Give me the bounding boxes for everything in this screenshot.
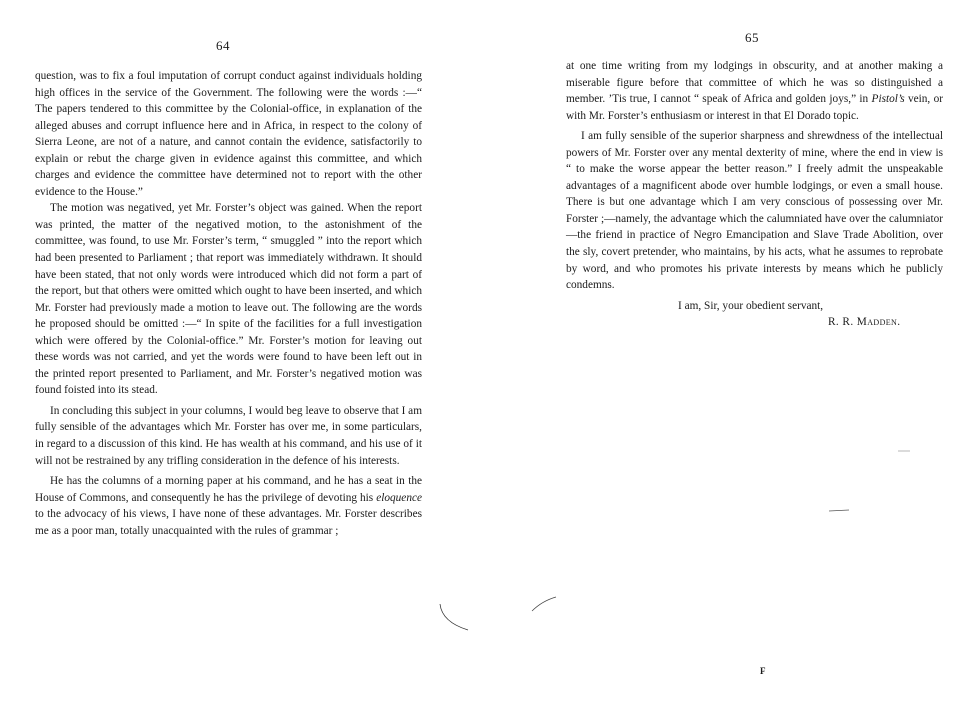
signature: R. R. Madden. [828, 316, 901, 329]
text-run: vein, or with Mr. Forster’s enthusiasm or interest in that El Dorado topic. [566, 93, 943, 122]
pen-stroke-mark [896, 448, 912, 454]
signature-mark: F [760, 666, 766, 676]
paragraph: The motion was negatived, yet Mr. Forster’s object was gained. When the report was printed, the matter of the negatived motion, to the astonishment of the committee, was found, to use Mr. Forster’s term, “ smuggled ” into the report which had been presented to Parliament ; that report was immediately withdrawn. It should have been stated, that not only words were introduced which did not form a part of the report, but that others were omitted which ought to have been inserted, and which Mr. Forster had previously made a motion to leave out. The following are the words he proposed should be omitted :—“ In spite of the facilities for a full investigation which were offered by the Colonial-office.” Mr. Forster’s motion for leaving out these words was not carried, and yet the words were found to have been left out in the printed report presented to Parliament, and Mr. Forster’s negatived motion was found foisted into its stead. [35, 202, 422, 397]
paragraph [35, 473, 422, 539]
text-run: to the advocacy of his views, I have none of these advantages. Mr. Forster describes me as a poor man, totally unacquainted with the rules of grammar ; [35, 508, 422, 537]
pen-stroke-mark [530, 595, 560, 615]
pen-stroke-mark [432, 600, 472, 640]
paragraph: In concluding this subject in your columns, I would beg leave to observe that I am fully sensible of the advantages which Mr. Forster has over me, in some particulars, in regard to a discussion of this kind. He has wealth at his command, and his use of it will not be restrained by any trifling consideration in the defence of his interests. [35, 404, 422, 467]
pen-stroke-mark [825, 506, 855, 516]
page-number-64: 64 [216, 38, 230, 53]
page-number-65: 65 [745, 30, 759, 45]
emphasis-text: Pistol’s [871, 93, 905, 106]
right-page [500, 0, 980, 706]
left-page-body [35, 68, 422, 539]
paragraph [566, 58, 943, 124]
text-run: He has the columns of a morning paper at his command, and he has a seat in the House of Commons, and consequently he has the privilege of devoting his [35, 475, 422, 504]
left-page [0, 0, 460, 706]
emphasis-text: eloquence [376, 491, 422, 504]
right-page-body [566, 58, 943, 331]
paragraph: I am fully sensible of the superior sharpness and shrewdness of the intellectual powers of Mr. Forster over any mental dexterity of mine, where the end in view is “ to make the worse appear the better reason.” I freely admit the unspeakable advantages of a magnificent abode over humble lodgings, or even a small house. There is but one advantage which I am very conscious of possessing over Mr. Forster ;—namely, the advantage which the calumniated have over the calumniator—the friend in practice of Negro Emancipation and Slave Trade Abolition, over the sly, covert pretender, who maintains, by his acts, what he assumes to reprobate by word, and who promotes his private interests by means which he publicly condemns. [566, 130, 943, 292]
text-run: at one time writing from my lodgings in obscurity, and at another making a miserable figure before that committee of which he was so distinguished a member. ’Tis true, I cannot “ speak of Africa and golden joys,” in [566, 60, 943, 106]
closing-line: I am, Sir, your obedient servant, [678, 299, 824, 312]
paragraph: question, was to fix a foul imputation of corrupt conduct against individuals holding high offices in the service of the Government. The following were the words :—“ The papers tendered to this committee by the Colonial-office, in explanation of the alleged abuses and corrupt influence here and in Africa, in respect to the colony of Sierra Leone, are not of a nature, and cannot contain the evidence, satisfactorily to explain or rebut the charge given in evidence against this committee, and which charges and evidence the committee have determined not to report with the other evidence to the House.” [35, 70, 422, 198]
